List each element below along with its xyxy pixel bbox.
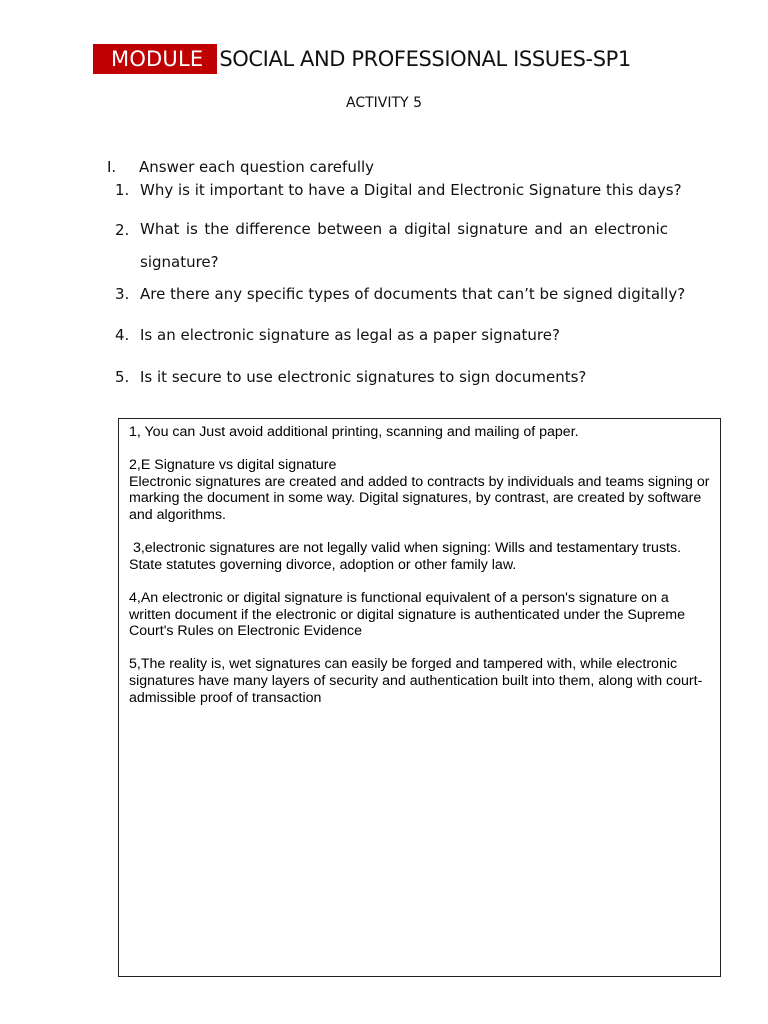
module-title: SOCIAL AND PROFESSIONAL ISSUES-SP1 [219,47,631,71]
answer-4: 4,An electronic or digital signature is functional equivalent of a person's signature on a written document if the electronic or digital signature is authenticated under the Supreme Court's Rules on Electronic Evidence [129,589,685,640]
module-badge: MODULE [93,44,217,74]
activity-title: ACTIVITY 5 [346,95,422,111]
question-number: 3. [115,285,130,303]
answer-2-body: Electronic signatures are created and added to contracts by individuals and teams signing or marking the document in some way. Digital signatures, by contrast, are created by software and algorithms. [129,473,710,523]
answer-2-heading: 2,E Signature vs digital signature [129,457,337,474]
instruction-text: Answer each question carefully [139,158,375,176]
question-number: 2. [115,221,130,239]
question-text: Is it secure to use electronic signatures to sign documents? [140,368,587,386]
question-number: 4. [115,326,130,344]
question-number: 5. [115,368,130,386]
answer-1: 1, You can Just avoid additional printing, scanning and mailing of paper. [129,424,579,440]
section-numeral: I. [107,158,117,176]
answer-5: 5,The reality is, wet signatures can easily be forged and tampered with, while electronic signatures have many layers of security and authentication built into them, along with court-admissible proof of transaction [129,656,703,706]
question-number: 1. [115,181,130,199]
question-text: Are there any specific types of documents that can’t be signed digitally? [140,285,686,303]
answer-2 [129,457,711,523]
module-header [93,44,631,74]
question-text: What is the difference between a digital signature and an electronic signature? [140,220,668,271]
question-text: Is an electronic signature as legal as a paper signature? [140,326,560,344]
answer-box [118,418,721,977]
section-instruction [107,158,374,176]
answer-3: 3,electronic signatures are not legally valid when signing: Wills and testamentary trusts. State statutes governing divorce, adoption or other family law. [129,540,685,573]
question-text: Why is it important to have a Digital and Electronic Signature this days? [140,181,682,199]
